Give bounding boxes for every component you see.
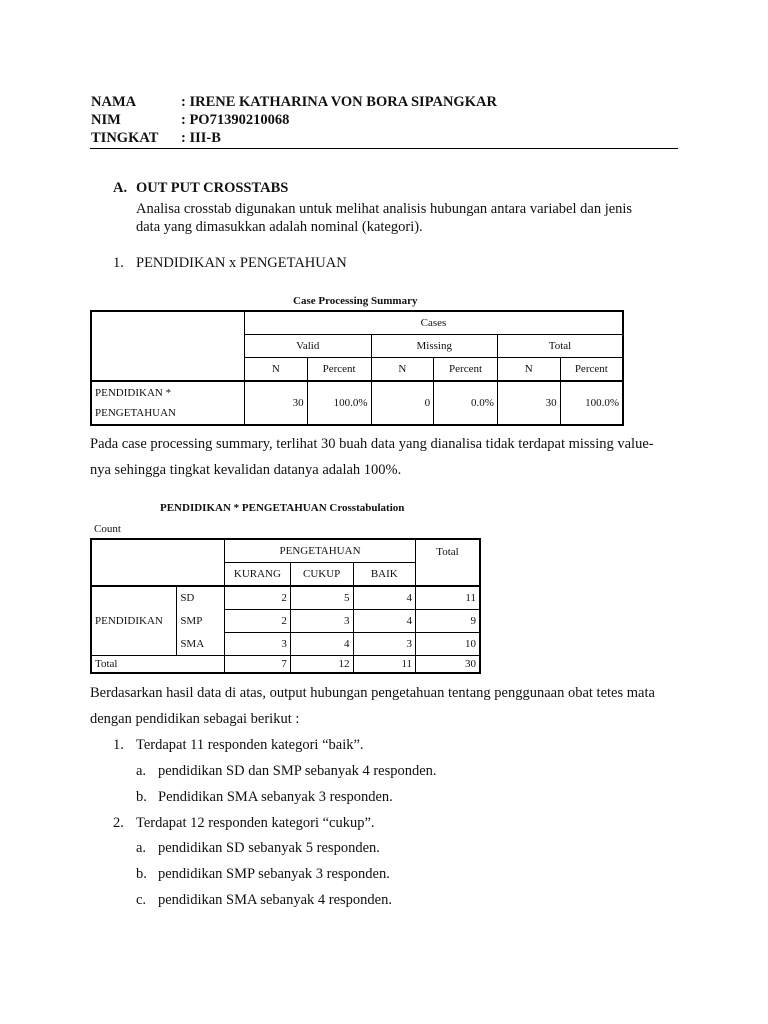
crosstab-count-label: Count (94, 523, 121, 535)
sublist-item-text: Pendidikan SMA sebanyak 3 responden. (158, 789, 393, 805)
crosstab-cell: 2 (225, 610, 291, 633)
sublist-item-marker: a. (136, 840, 147, 856)
case-summary-cases-header: Cases (245, 311, 623, 335)
name-label: NAMA (91, 94, 137, 110)
crosstab-cell: 3 (290, 610, 353, 633)
case-summary-subheader: Percent (307, 358, 371, 382)
nim-value: : PO71390210068 (181, 112, 290, 128)
sublist-item-marker: a. (136, 763, 147, 779)
crosstab-row-total: 10 (416, 633, 480, 656)
case-summary-value: 0 (371, 381, 434, 425)
sublist-item-text: pendidikan SMA sebanyak 4 responden. (158, 892, 392, 908)
crosstab-cell: 3 (225, 633, 291, 656)
case-summary-row-label-line2: PENGETAHUAN (95, 407, 177, 419)
nim-label: NIM (91, 112, 121, 128)
case-summary-value: 0.0% (434, 381, 498, 425)
tingkat-value: : III-B (181, 130, 221, 146)
crosstab-cell: 2 (225, 586, 291, 610)
section-a-desc-line2: data yang dimasukkan adalah nominal (kategori). (136, 219, 423, 235)
crosstab-cell: 4 (353, 586, 416, 610)
list-item-text: Terdapat 11 responden kategori “baik”. (136, 737, 364, 753)
crosstab-total-header: Total (416, 539, 480, 586)
crosstab-row-group: PENDIDIKAN (91, 586, 177, 656)
section-a-title: OUT PUT CROSSTABS (136, 180, 289, 196)
crosstab-total-cell: 12 (290, 656, 353, 674)
item1-marker: 1. (113, 255, 124, 271)
case-summary-subheader: N (371, 358, 434, 382)
sublist-item-text: pendidikan SD dan SMP sebanyak 4 responden. (158, 763, 437, 779)
crosstab-cell: 4 (290, 633, 353, 656)
crosstab-row-label: SMA (177, 633, 225, 656)
sublist-item-marker: b. (136, 866, 147, 882)
para1-line2: nya sehingga tingkat kevalidan datanya adalah 100%. (90, 462, 402, 478)
crosstab-grand-total: 30 (416, 656, 480, 674)
header-name-row (91, 93, 497, 111)
crosstab-total-cell: 7 (225, 656, 291, 674)
crosstab-total-row-label: Total (91, 656, 225, 674)
crosstab-corner (91, 539, 225, 586)
section-a-desc-line1: Analisa crosstab digunakan untuk melihat analisis hubungan antara variabel dan jenis (136, 201, 633, 217)
name-value: : IRENE KATHARINA VON BORA SIPANGKAR (181, 94, 497, 110)
case-summary-group-total: Total (497, 335, 623, 358)
case-summary-group-valid: Valid (245, 335, 371, 358)
sublist-item-text: pendidikan SD sebanyak 5 responden. (158, 840, 380, 856)
item1-title: PENDIDIKAN x PENGETAHUAN (136, 255, 347, 271)
header-tingkat-row (91, 129, 221, 147)
case-summary-group-missing: Missing (371, 335, 497, 358)
crosstab-total-cell: 11 (353, 656, 416, 674)
crosstab-col-header: CUKUP (290, 563, 353, 587)
crosstab-col-header: KURANG (225, 563, 291, 587)
case-summary-subheader: Percent (434, 358, 498, 382)
sublist-item-marker: c. (136, 892, 147, 908)
crosstab-cell: 3 (353, 633, 416, 656)
crosstab-cell: 5 (290, 586, 353, 610)
list-item-marker: 1. (113, 737, 124, 753)
sublist-item-marker: b. (136, 789, 147, 805)
case-summary-subheader: Percent (560, 358, 623, 382)
sublist-item-text: pendidikan SMP sebanyak 3 responden. (158, 866, 390, 882)
case-summary-corner (91, 311, 245, 381)
crosstab-table (90, 538, 481, 674)
crosstab-col-group: PENGETAHUAN (225, 539, 416, 563)
case-summary-value: 30 (497, 381, 560, 425)
tingkat-label: TINGKAT (91, 130, 159, 146)
crosstab-row-total: 11 (416, 586, 480, 610)
case-summary-table (90, 310, 624, 426)
case-summary-value: 100.0% (560, 381, 623, 425)
list-item-marker: 2. (113, 815, 124, 831)
case-summary-value: 100.0% (307, 381, 371, 425)
crosstab-row-total: 9 (416, 610, 480, 633)
crosstab-caption: PENDIDIKAN * PENGETAHUAN Crosstabulation (160, 502, 405, 514)
crosstab-cell: 4 (353, 610, 416, 633)
crosstab-row-label: SD (177, 586, 225, 610)
case-summary-row-label (91, 381, 245, 425)
crosstab-row-label: SMP (177, 610, 225, 633)
list-item-text: Terdapat 12 responden kategori “cukup”. (136, 815, 375, 831)
case-summary-subheader: N (245, 358, 308, 382)
para1-line1: Pada case processing summary, terlihat 30 buah data yang dianalisa tidak terdapat missing value- (90, 436, 654, 452)
case-summary-subheader: N (497, 358, 560, 382)
header-divider (90, 148, 678, 149)
case-summary-caption: Case Processing Summary (293, 295, 418, 307)
header-nim-row (91, 111, 289, 129)
para2-line1: Berdasarkan hasil data di atas, output hubungan pengetahuan tentang penggunaan obat tetes mata (90, 685, 655, 701)
case-summary-row-label-line1: PENDIDIKAN * (95, 387, 172, 399)
case-summary-value: 30 (245, 381, 308, 425)
para2-line2: dengan pendidikan sebagai berikut : (90, 711, 300, 727)
crosstab-col-header: BAIK (353, 563, 416, 587)
section-a-marker: A. (113, 180, 128, 196)
